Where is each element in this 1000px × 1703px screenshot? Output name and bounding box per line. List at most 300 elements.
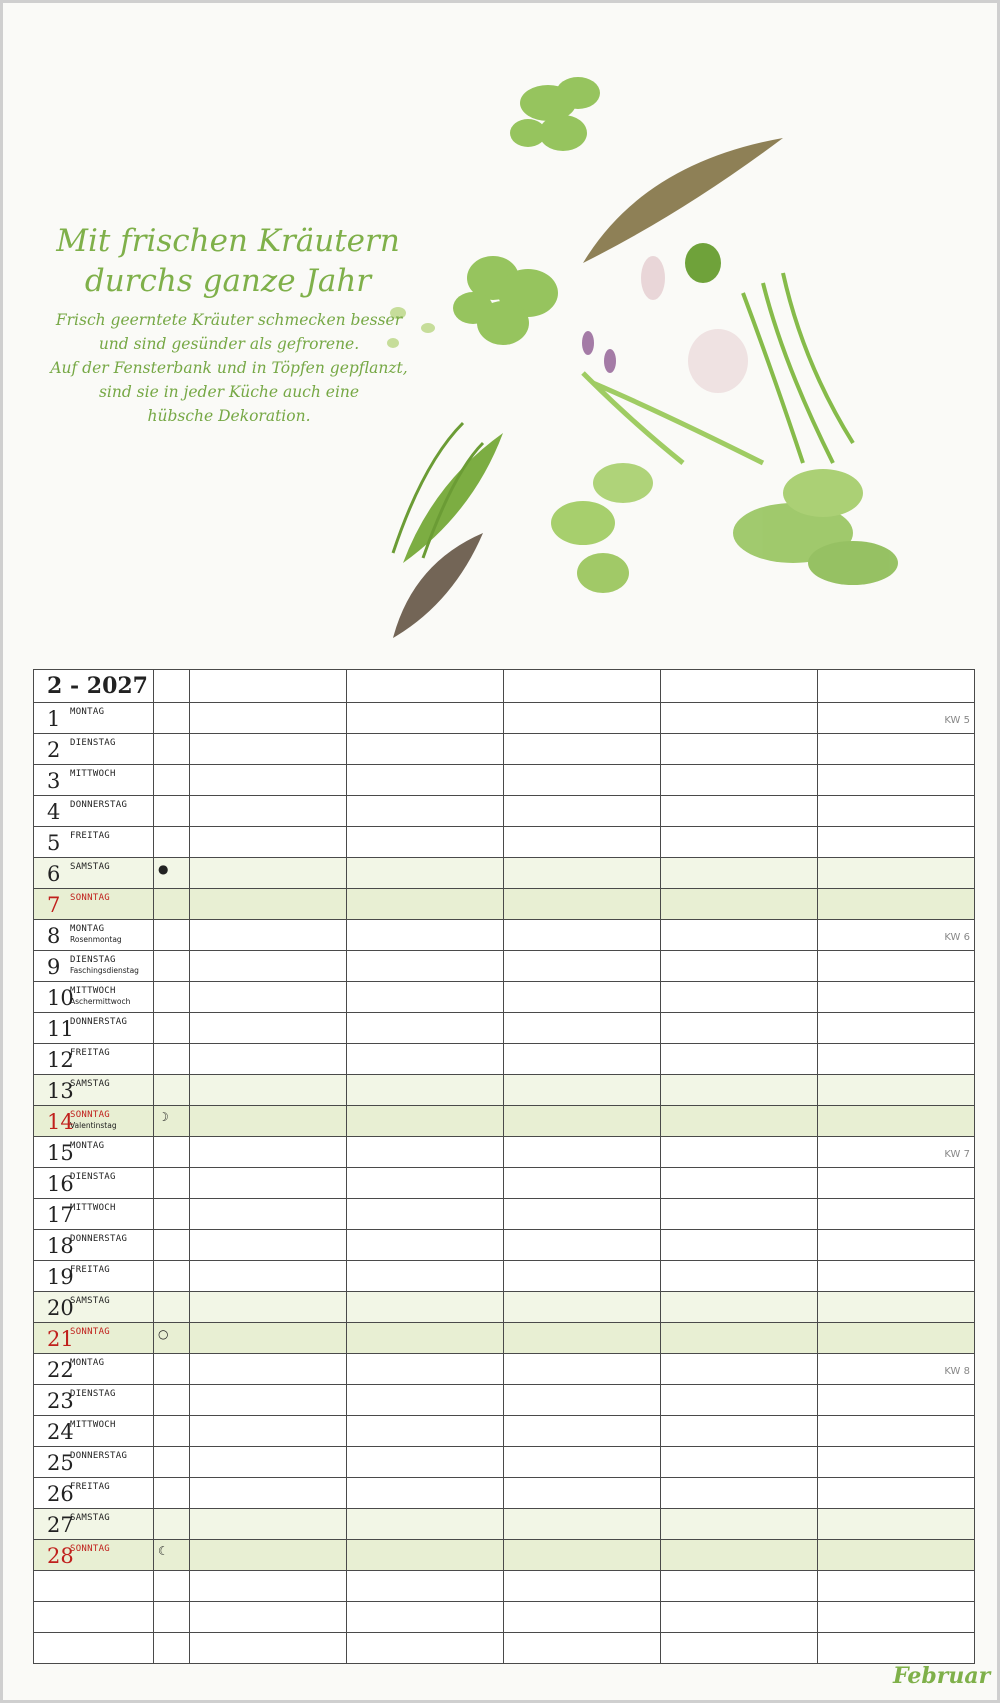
- entry-cell[interactable]: [504, 1013, 661, 1044]
- moon-phase-cell[interactable]: [154, 765, 190, 796]
- weekday-name: FREITAG: [70, 831, 111, 841]
- moon-phase-cell[interactable]: [154, 1540, 190, 1571]
- calendar-title-cell: [34, 670, 154, 703]
- entry-cell[interactable]: [661, 1509, 818, 1540]
- entry-cell[interactable]: [818, 920, 975, 951]
- weekday-name: DIENSTAG: [70, 1389, 116, 1399]
- entry-cell[interactable]: [190, 765, 347, 796]
- entry-cell[interactable]: [347, 703, 504, 734]
- entry-cell[interactable]: [661, 1230, 818, 1261]
- week-number: KW 5: [944, 715, 970, 726]
- entry-cell[interactable]: [504, 1075, 661, 1106]
- entry-cell[interactable]: [818, 1292, 975, 1323]
- day-row: [34, 1199, 975, 1230]
- moon-phase-cell[interactable]: [154, 1013, 190, 1044]
- entry-cell[interactable]: [818, 1354, 975, 1385]
- entry-cell[interactable]: [190, 1106, 347, 1137]
- date-cell[interactable]: [34, 858, 154, 889]
- entry-cell[interactable]: [818, 1602, 975, 1633]
- day-row: [34, 1168, 975, 1199]
- date-cell[interactable]: [34, 734, 154, 765]
- holiday-note: Faschingsdienstag: [70, 966, 139, 975]
- intro-line: Auf der Fensterbank und in Töpfen gepflanzt,: [50, 359, 408, 377]
- date-cell[interactable]: [34, 951, 154, 982]
- moon-phase-cell[interactable]: [154, 796, 190, 827]
- date-cell[interactable]: [34, 889, 154, 920]
- entry-cell[interactable]: [190, 1137, 347, 1168]
- day-row: [34, 1509, 975, 1540]
- entry-cell[interactable]: [190, 1602, 347, 1633]
- entry-cell[interactable]: [154, 1633, 190, 1664]
- entry-cell[interactable]: [818, 1044, 975, 1075]
- entry-cell[interactable]: [34, 1633, 154, 1664]
- entry-cell[interactable]: [347, 1354, 504, 1385]
- day-row: [34, 1075, 975, 1106]
- entry-cell[interactable]: [504, 1354, 661, 1385]
- date-cell[interactable]: [34, 1540, 154, 1571]
- entry-cell[interactable]: [347, 1168, 504, 1199]
- header-cell: [154, 670, 190, 703]
- entry-cell[interactable]: [818, 796, 975, 827]
- moon-phase-cell[interactable]: [154, 858, 190, 889]
- weekday-name: MITTWOCH: [70, 986, 116, 996]
- entry-cell[interactable]: [818, 1385, 975, 1416]
- entry-cell[interactable]: [661, 1633, 818, 1664]
- date-cell[interactable]: [34, 1168, 154, 1199]
- header-cell: [504, 670, 661, 703]
- moon-phase-cell[interactable]: [154, 1106, 190, 1137]
- entry-cell[interactable]: [818, 1075, 975, 1106]
- entry-cell[interactable]: [818, 1540, 975, 1571]
- moon-phase-icon: ●: [158, 862, 169, 876]
- entry-cell[interactable]: [190, 703, 347, 734]
- day-number: 22: [47, 1358, 74, 1382]
- entry-cell[interactable]: [661, 858, 818, 889]
- entry-cell[interactable]: [190, 1261, 347, 1292]
- day-number: 13: [47, 1079, 74, 1103]
- entry-cell[interactable]: [504, 858, 661, 889]
- entry-cell[interactable]: [818, 703, 975, 734]
- date-cell[interactable]: [34, 1478, 154, 1509]
- date-cell[interactable]: [34, 796, 154, 827]
- entry-cell[interactable]: [818, 1447, 975, 1478]
- entry-cell[interactable]: [347, 1385, 504, 1416]
- entry-cell[interactable]: [504, 1447, 661, 1478]
- entry-cell[interactable]: [190, 1447, 347, 1478]
- entry-cell[interactable]: [504, 1044, 661, 1075]
- moon-phase-cell[interactable]: [154, 1230, 190, 1261]
- entry-cell[interactable]: [190, 1230, 347, 1261]
- entry-cell[interactable]: [347, 982, 504, 1013]
- moon-phase-cell[interactable]: [154, 734, 190, 765]
- day-number: 11: [47, 1017, 74, 1041]
- entry-cell[interactable]: [504, 1602, 661, 1633]
- entry-cell[interactable]: [504, 1509, 661, 1540]
- entry-cell[interactable]: [190, 827, 347, 858]
- entry-cell[interactable]: [347, 1044, 504, 1075]
- entry-cell[interactable]: [818, 1571, 975, 1602]
- date-cell[interactable]: [34, 1013, 154, 1044]
- entry-cell[interactable]: [347, 765, 504, 796]
- entry-cell[interactable]: [34, 1571, 154, 1602]
- entry-cell[interactable]: [661, 1602, 818, 1633]
- entry-cell[interactable]: [504, 1106, 661, 1137]
- entry-cell[interactable]: [347, 1292, 504, 1323]
- date-cell[interactable]: [34, 1292, 154, 1323]
- entry-cell[interactable]: [661, 796, 818, 827]
- entry-cell[interactable]: [504, 1478, 661, 1509]
- weekday-name: SONNTAG: [70, 1110, 111, 1120]
- date-cell[interactable]: [34, 703, 154, 734]
- entry-cell[interactable]: [347, 920, 504, 951]
- heading-line-2: durchs ganze Jahr: [84, 263, 372, 299]
- entry-cell[interactable]: [818, 858, 975, 889]
- date-cell[interactable]: [34, 1106, 154, 1137]
- entry-cell[interactable]: [347, 1199, 504, 1230]
- day-row: [34, 982, 975, 1013]
- entry-cell[interactable]: [818, 1013, 975, 1044]
- entry-cell[interactable]: [661, 765, 818, 796]
- moon-phase-cell[interactable]: [154, 1168, 190, 1199]
- entry-cell[interactable]: [504, 1199, 661, 1230]
- entry-cell[interactable]: [504, 889, 661, 920]
- entry-cell[interactable]: [504, 1633, 661, 1664]
- day-row: [34, 1478, 975, 1509]
- day-row: [34, 920, 975, 951]
- weekday-name: FREITAG: [70, 1482, 111, 1492]
- date-cell[interactable]: [34, 1509, 154, 1540]
- moon-phase-icon: ☾: [158, 1544, 169, 1558]
- entry-cell[interactable]: [190, 920, 347, 951]
- holiday-note: Rosenmontag: [70, 935, 122, 944]
- weekday-name: DONNERSTAG: [70, 1234, 128, 1244]
- moon-phase-cell[interactable]: [154, 920, 190, 951]
- entry-cell[interactable]: [504, 1261, 661, 1292]
- entry-cell[interactable]: [190, 1044, 347, 1075]
- date-cell[interactable]: [34, 1261, 154, 1292]
- entry-cell[interactable]: [504, 765, 661, 796]
- entry-cell[interactable]: [661, 1571, 818, 1602]
- day-row: [34, 1137, 975, 1168]
- entry-cell[interactable]: [347, 858, 504, 889]
- moon-phase-cell[interactable]: [154, 1137, 190, 1168]
- intro-text: [43, 308, 415, 428]
- entry-cell[interactable]: [661, 1013, 818, 1044]
- moon-phase-cell[interactable]: [154, 1323, 190, 1354]
- entry-cell[interactable]: [504, 1540, 661, 1571]
- entry-cell[interactable]: [190, 951, 347, 982]
- entry-cell[interactable]: [504, 1230, 661, 1261]
- moon-phase-cell[interactable]: [154, 1478, 190, 1509]
- entry-cell[interactable]: [818, 1168, 975, 1199]
- moon-phase-cell[interactable]: [154, 1075, 190, 1106]
- entry-cell[interactable]: [347, 1416, 504, 1447]
- entry-cell[interactable]: [154, 1571, 190, 1602]
- day-number: 10: [47, 986, 74, 1010]
- date-cell[interactable]: [34, 1199, 154, 1230]
- entry-cell[interactable]: [347, 1447, 504, 1478]
- day-row: [34, 1013, 975, 1044]
- moon-phase-cell[interactable]: [154, 1044, 190, 1075]
- entry-cell[interactable]: [504, 920, 661, 951]
- entry-cell[interactable]: [661, 1075, 818, 1106]
- entry-cell[interactable]: [661, 920, 818, 951]
- entry-cell[interactable]: [190, 1540, 347, 1571]
- weekday-name: MITTWOCH: [70, 1203, 116, 1213]
- entry-cell[interactable]: [661, 1168, 818, 1199]
- entry-cell[interactable]: [347, 1261, 504, 1292]
- day-row: [34, 796, 975, 827]
- entry-cell[interactable]: [818, 889, 975, 920]
- entry-cell[interactable]: [661, 827, 818, 858]
- day-number: 26: [47, 1482, 74, 1506]
- header-cell: [190, 670, 347, 703]
- weekday-name: SONNTAG: [70, 1327, 111, 1337]
- weekday-name: DONNERSTAG: [70, 1451, 128, 1461]
- entry-cell[interactable]: [347, 734, 504, 765]
- moon-phase-cell[interactable]: [154, 1509, 190, 1540]
- entry-cell[interactable]: [34, 1602, 154, 1633]
- entry-cell[interactable]: [818, 1416, 975, 1447]
- entry-cell[interactable]: [347, 796, 504, 827]
- day-number: 8: [47, 924, 61, 948]
- entry-cell[interactable]: [661, 1292, 818, 1323]
- weekday-name: SONNTAG: [70, 893, 111, 903]
- date-cell[interactable]: [34, 1230, 154, 1261]
- day-number: 25: [47, 1451, 74, 1475]
- date-cell[interactable]: [34, 1447, 154, 1478]
- day-number: 28: [47, 1544, 74, 1568]
- entry-cell[interactable]: [504, 1137, 661, 1168]
- entry-cell[interactable]: [190, 1354, 347, 1385]
- entry-cell[interactable]: [818, 1106, 975, 1137]
- entry-cell[interactable]: [504, 1323, 661, 1354]
- entry-cell[interactable]: [818, 734, 975, 765]
- date-cell[interactable]: [34, 1416, 154, 1447]
- entry-cell[interactable]: [504, 1168, 661, 1199]
- entry-cell[interactable]: [154, 1602, 190, 1633]
- entry-cell[interactable]: [818, 982, 975, 1013]
- entry-cell[interactable]: [347, 1323, 504, 1354]
- header-cell: [661, 670, 818, 703]
- entry-cell[interactable]: [818, 1509, 975, 1540]
- entry-cell[interactable]: [818, 827, 975, 858]
- entry-cell[interactable]: [661, 1323, 818, 1354]
- entry-cell[interactable]: [661, 1044, 818, 1075]
- entry-cell[interactable]: [347, 1571, 504, 1602]
- calendar-header-row: [34, 670, 975, 703]
- entry-cell[interactable]: [190, 1385, 347, 1416]
- day-row: [34, 1385, 975, 1416]
- day-row: [34, 858, 975, 889]
- entry-cell[interactable]: [661, 982, 818, 1013]
- entry-cell[interactable]: [504, 1292, 661, 1323]
- moon-phase-cell[interactable]: [154, 1385, 190, 1416]
- entry-cell[interactable]: [190, 1323, 347, 1354]
- empty-row: [34, 1571, 975, 1602]
- day-row: [34, 889, 975, 920]
- entry-cell[interactable]: [818, 1633, 975, 1664]
- day-row: [34, 951, 975, 982]
- weekday-name: MITTWOCH: [70, 769, 116, 779]
- entry-cell[interactable]: [661, 703, 818, 734]
- entry-cell[interactable]: [347, 1230, 504, 1261]
- entry-cell[interactable]: [661, 1106, 818, 1137]
- entry-cell[interactable]: [347, 1540, 504, 1571]
- entry-cell[interactable]: [661, 1261, 818, 1292]
- entry-cell[interactable]: [661, 1199, 818, 1230]
- empty-row: [34, 1633, 975, 1664]
- moon-phase-cell[interactable]: [154, 1447, 190, 1478]
- entry-cell[interactable]: [347, 1137, 504, 1168]
- entry-cell[interactable]: [504, 1385, 661, 1416]
- entry-cell[interactable]: [347, 889, 504, 920]
- day-number: 14: [47, 1110, 74, 1134]
- day-number: 7: [47, 893, 61, 917]
- entry-cell[interactable]: [818, 1261, 975, 1292]
- entry-cell[interactable]: [347, 1075, 504, 1106]
- date-cell[interactable]: [34, 765, 154, 796]
- entry-cell[interactable]: [661, 1478, 818, 1509]
- weekday-name: MITTWOCH: [70, 1420, 116, 1430]
- entry-cell[interactable]: [190, 1292, 347, 1323]
- weekday-name: SONNTAG: [70, 1544, 111, 1554]
- entry-cell[interactable]: [504, 703, 661, 734]
- entry-cell[interactable]: [190, 1571, 347, 1602]
- entry-cell[interactable]: [190, 796, 347, 827]
- entry-cell[interactable]: [347, 951, 504, 982]
- date-cell[interactable]: [34, 1354, 154, 1385]
- weekday-name: DONNERSTAG: [70, 1017, 128, 1027]
- moon-phase-cell[interactable]: [154, 827, 190, 858]
- day-row: [34, 1416, 975, 1447]
- entry-cell[interactable]: [504, 734, 661, 765]
- moon-phase-cell[interactable]: [154, 1261, 190, 1292]
- entry-cell[interactable]: [190, 1199, 347, 1230]
- intro-line: hübsche Dekoration.: [147, 407, 311, 425]
- moon-phase-cell[interactable]: [154, 1416, 190, 1447]
- moon-phase-cell[interactable]: [154, 889, 190, 920]
- moon-phase-cell[interactable]: [154, 1199, 190, 1230]
- entry-cell[interactable]: [190, 889, 347, 920]
- day-number: 1: [47, 707, 61, 731]
- day-number: 16: [47, 1172, 74, 1196]
- date-cell[interactable]: [34, 1385, 154, 1416]
- entry-cell[interactable]: [190, 1478, 347, 1509]
- day-number: 20: [47, 1296, 74, 1320]
- weekday-name: SAMSTAG: [70, 1513, 111, 1523]
- header-cell: [818, 670, 975, 703]
- day-row: [34, 1354, 975, 1385]
- entry-cell[interactable]: [190, 1509, 347, 1540]
- day-row: [34, 1323, 975, 1354]
- entry-cell[interactable]: [190, 1075, 347, 1106]
- week-number: KW 8: [944, 1366, 970, 1377]
- entry-cell[interactable]: [190, 858, 347, 889]
- moon-phase-cell[interactable]: [154, 951, 190, 982]
- weekday-name: MONTAG: [70, 924, 105, 934]
- day-row: [34, 1044, 975, 1075]
- day-row: [34, 765, 975, 796]
- day-number: 23: [47, 1389, 74, 1413]
- moon-phase-cell[interactable]: [154, 1292, 190, 1323]
- weekday-name: FREITAG: [70, 1048, 111, 1058]
- entry-cell[interactable]: [347, 1013, 504, 1044]
- entry-cell[interactable]: [190, 1013, 347, 1044]
- date-cell[interactable]: [34, 1075, 154, 1106]
- entry-cell[interactable]: [661, 1137, 818, 1168]
- entry-cell[interactable]: [190, 982, 347, 1013]
- date-cell[interactable]: [34, 1323, 154, 1354]
- moon-phase-cell[interactable]: [154, 1354, 190, 1385]
- entry-cell[interactable]: [347, 1633, 504, 1664]
- entry-cell[interactable]: [818, 1199, 975, 1230]
- entry-cell[interactable]: [661, 1416, 818, 1447]
- entry-cell[interactable]: [661, 734, 818, 765]
- intro-line: Frisch geerntete Kräuter schmecken besser: [55, 311, 403, 329]
- entry-cell[interactable]: [661, 1385, 818, 1416]
- entry-cell[interactable]: [818, 1230, 975, 1261]
- entry-cell[interactable]: [190, 1416, 347, 1447]
- entry-cell[interactable]: [190, 734, 347, 765]
- entry-cell[interactable]: [661, 889, 818, 920]
- entry-cell[interactable]: [661, 1447, 818, 1478]
- calendar-grid: [33, 669, 975, 1664]
- entry-cell[interactable]: [661, 1354, 818, 1385]
- entry-cell[interactable]: [818, 951, 975, 982]
- entry-cell[interactable]: [504, 1416, 661, 1447]
- entry-cell[interactable]: [190, 1633, 347, 1664]
- entry-cell[interactable]: [818, 765, 975, 796]
- weekday-name: DONNERSTAG: [70, 800, 128, 810]
- date-cell[interactable]: [34, 827, 154, 858]
- entry-cell[interactable]: [190, 1168, 347, 1199]
- weekday-name: FREITAG: [70, 1265, 111, 1275]
- entry-cell[interactable]: [504, 982, 661, 1013]
- date-cell[interactable]: [34, 1137, 154, 1168]
- entry-cell[interactable]: [504, 796, 661, 827]
- moon-phase-cell[interactable]: [154, 982, 190, 1013]
- entry-cell[interactable]: [504, 827, 661, 858]
- entry-cell[interactable]: [818, 1478, 975, 1509]
- date-cell[interactable]: [34, 1044, 154, 1075]
- entry-cell[interactable]: [347, 827, 504, 858]
- day-row: [34, 1106, 975, 1137]
- weekday-name: MONTAG: [70, 707, 105, 717]
- weekday-name: MONTAG: [70, 1141, 105, 1151]
- weekday-name: SAMSTAG: [70, 862, 111, 872]
- date-cell[interactable]: [34, 920, 154, 951]
- herbs-illustration: [333, 43, 1000, 673]
- entry-cell[interactable]: [347, 1509, 504, 1540]
- entry-cell[interactable]: [818, 1137, 975, 1168]
- entry-cell[interactable]: [661, 1540, 818, 1571]
- holiday-note: Valentinstag: [70, 1121, 117, 1130]
- day-number: 5: [47, 831, 61, 855]
- entry-cell[interactable]: [661, 951, 818, 982]
- entry-cell[interactable]: [347, 1602, 504, 1633]
- day-number: 9: [47, 955, 61, 979]
- day-row: [34, 1230, 975, 1261]
- entry-cell[interactable]: [818, 1323, 975, 1354]
- entry-cell[interactable]: [504, 1571, 661, 1602]
- date-cell[interactable]: [34, 982, 154, 1013]
- page-heading: [43, 221, 413, 301]
- entry-cell[interactable]: [347, 1478, 504, 1509]
- entry-cell[interactable]: [347, 1106, 504, 1137]
- moon-phase-cell[interactable]: [154, 703, 190, 734]
- entry-cell[interactable]: [504, 951, 661, 982]
